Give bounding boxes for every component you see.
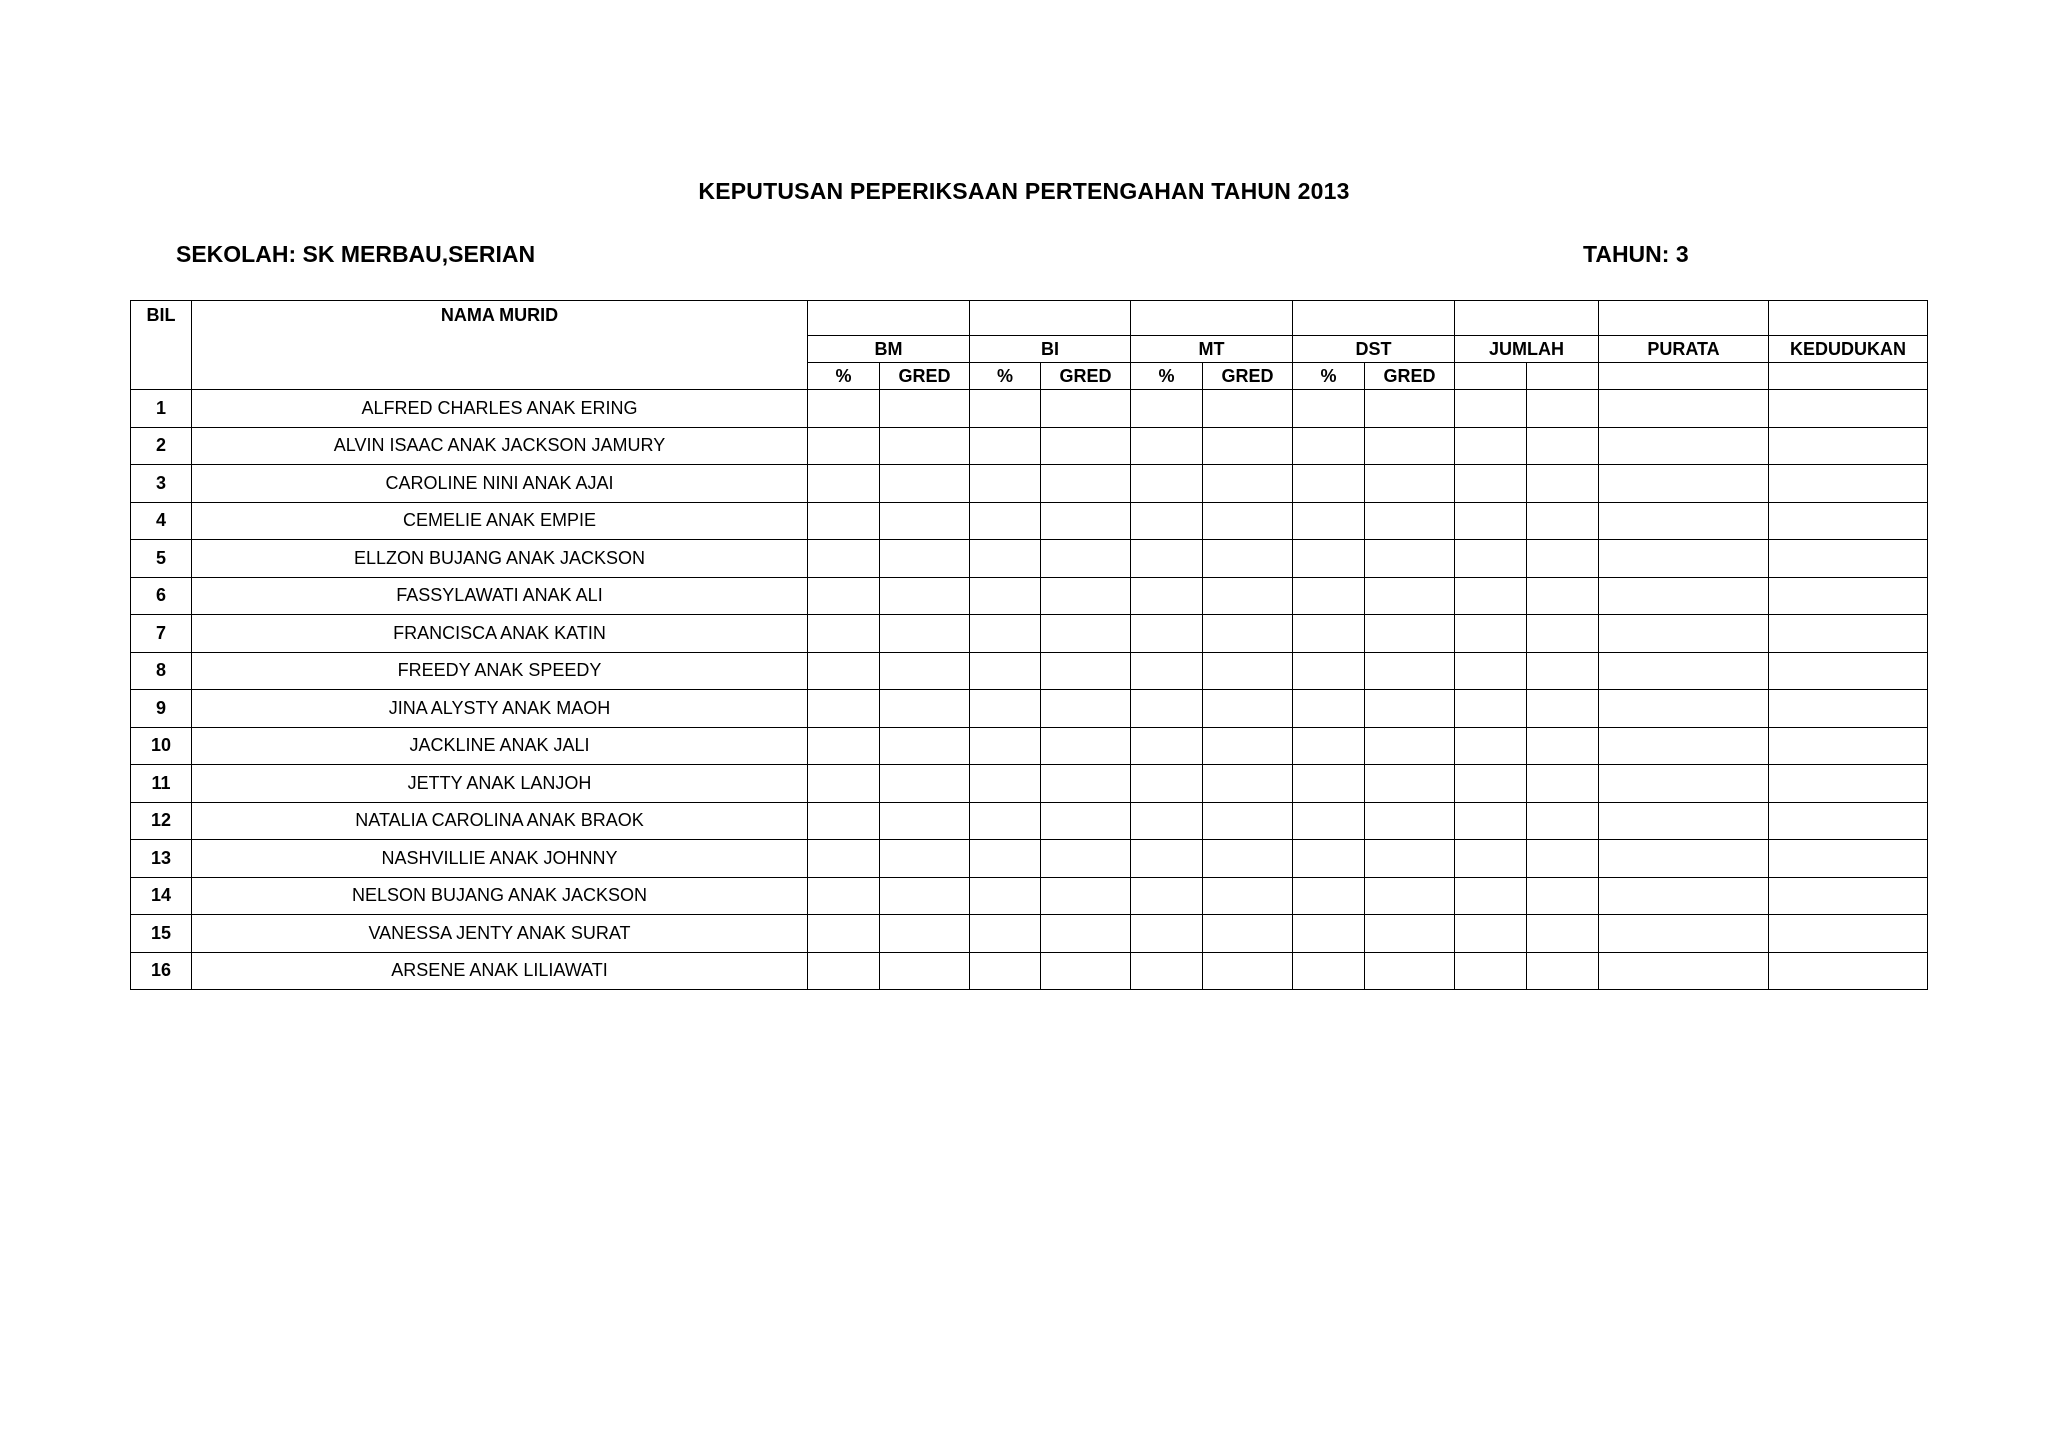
row-student-name: FASSYLAWATI ANAK ALI: [192, 577, 808, 615]
row-student-name: ARSENE ANAK LILIAWATI: [192, 952, 808, 990]
row-empty-cell: [970, 465, 1041, 503]
row-empty-cell: [1769, 915, 1928, 953]
row-empty-cell: [1769, 427, 1928, 465]
row-empty-cell: [1769, 727, 1928, 765]
row-empty-cell: [1527, 915, 1599, 953]
row-student-name: CAROLINE NINI ANAK AJAI: [192, 465, 808, 503]
row-empty-cell: [970, 390, 1041, 428]
row-empty-cell: [1293, 390, 1365, 428]
row-empty-cell: [1041, 727, 1131, 765]
row-empty-cell: [1131, 802, 1203, 840]
table-row: [131, 427, 1928, 465]
row-empty-cell: [1365, 540, 1455, 578]
row-empty-cell: [880, 915, 970, 953]
table-row: [131, 390, 1928, 428]
row-empty-cell: [970, 727, 1041, 765]
header-jumlah: JUMLAH: [1455, 336, 1599, 363]
row-student-name: ELLZON BUJANG ANAK JACKSON: [192, 540, 808, 578]
row-empty-cell: [1769, 577, 1928, 615]
row-empty-cell: [1769, 690, 1928, 728]
row-bil: 3: [131, 465, 192, 503]
row-empty-cell: [1131, 727, 1203, 765]
row-empty-cell: [808, 652, 880, 690]
row-empty-cell: [1203, 502, 1293, 540]
row-empty-cell: [1041, 465, 1131, 503]
row-empty-cell: [1527, 502, 1599, 540]
row-empty-cell: [1293, 727, 1365, 765]
row-empty-cell: [880, 615, 970, 653]
row-empty-cell: [1293, 652, 1365, 690]
row-empty-cell: [1203, 765, 1293, 803]
header-blank-cell: [970, 301, 1131, 336]
row-empty-cell: [808, 427, 880, 465]
row-empty-cell: [1599, 615, 1769, 653]
row-empty-cell: [1599, 952, 1769, 990]
row-empty-cell: [1599, 840, 1769, 878]
row-empty-cell: [1293, 915, 1365, 953]
row-empty-cell: [970, 690, 1041, 728]
row-empty-cell: [1041, 502, 1131, 540]
document-title: KEPUTUSAN PEPERIKSAAN PERTENGAHAN TAHUN 2013: [698, 178, 1350, 204]
row-empty-cell: [1293, 765, 1365, 803]
row-empty-cell: [970, 802, 1041, 840]
row-student-name: NASHVILLIE ANAK JOHNNY: [192, 840, 808, 878]
row-empty-cell: [1203, 652, 1293, 690]
row-empty-cell: [1041, 540, 1131, 578]
header-blank-cell: [1131, 301, 1293, 336]
row-empty-cell: [808, 840, 880, 878]
row-empty-cell: [1131, 915, 1203, 953]
row-empty-cell: [808, 727, 880, 765]
row-empty-cell: [1203, 577, 1293, 615]
table-row: [131, 915, 1928, 953]
header-jumlah-sub-1: [1455, 363, 1527, 390]
row-empty-cell: [880, 765, 970, 803]
row-empty-cell: [1599, 765, 1769, 803]
row-empty-cell: [1293, 577, 1365, 615]
table-row: [131, 690, 1928, 728]
row-empty-cell: [970, 502, 1041, 540]
row-empty-cell: [1293, 840, 1365, 878]
row-bil: 15: [131, 915, 192, 953]
table-row: [131, 765, 1928, 803]
row-empty-cell: [970, 877, 1041, 915]
row-empty-cell: [1365, 427, 1455, 465]
row-empty-cell: [1041, 952, 1131, 990]
table-row: [131, 502, 1928, 540]
row-empty-cell: [1527, 652, 1599, 690]
header-dst-percent: %: [1293, 363, 1365, 390]
row-empty-cell: [1131, 952, 1203, 990]
row-empty-cell: [970, 540, 1041, 578]
row-empty-cell: [1599, 427, 1769, 465]
row-empty-cell: [808, 915, 880, 953]
row-empty-cell: [1769, 615, 1928, 653]
header-jumlah-sub-2: [1527, 363, 1599, 390]
row-bil: 12: [131, 802, 192, 840]
row-empty-cell: [1131, 690, 1203, 728]
row-empty-cell: [1203, 802, 1293, 840]
row-empty-cell: [1293, 502, 1365, 540]
row-bil: 1: [131, 390, 192, 428]
row-empty-cell: [1599, 390, 1769, 428]
row-bil: 16: [131, 952, 192, 990]
table-row: [131, 877, 1928, 915]
year-label: TAHUN: 3: [1583, 241, 1689, 267]
table-row: [131, 952, 1928, 990]
row-empty-cell: [1769, 502, 1928, 540]
row-bil: 2: [131, 427, 192, 465]
row-empty-cell: [1131, 615, 1203, 653]
row-empty-cell: [1527, 427, 1599, 465]
row-empty-cell: [1203, 915, 1293, 953]
row-empty-cell: [808, 765, 880, 803]
row-empty-cell: [1365, 915, 1455, 953]
row-empty-cell: [1599, 915, 1769, 953]
header-blank-cell: [1769, 301, 1928, 336]
row-empty-cell: [1365, 652, 1455, 690]
row-empty-cell: [1131, 390, 1203, 428]
row-student-name: JACKLINE ANAK JALI: [192, 727, 808, 765]
row-empty-cell: [1455, 615, 1527, 653]
row-empty-cell: [1365, 802, 1455, 840]
row-empty-cell: [1293, 952, 1365, 990]
row-empty-cell: [1599, 802, 1769, 840]
row-empty-cell: [1455, 915, 1527, 953]
row-empty-cell: [880, 652, 970, 690]
row-empty-cell: [1041, 577, 1131, 615]
row-empty-cell: [1131, 877, 1203, 915]
row-empty-cell: [1455, 690, 1527, 728]
header-kedudukan: KEDUDUKAN: [1769, 336, 1928, 363]
row-bil: 5: [131, 540, 192, 578]
row-empty-cell: [1131, 840, 1203, 878]
row-empty-cell: [1293, 877, 1365, 915]
row-empty-cell: [1293, 427, 1365, 465]
row-empty-cell: [808, 465, 880, 503]
header-blank-cell: [1599, 301, 1769, 336]
row-empty-cell: [1769, 540, 1928, 578]
row-empty-cell: [1599, 577, 1769, 615]
row-empty-cell: [1769, 765, 1928, 803]
row-empty-cell: [1527, 577, 1599, 615]
header-subject-bm: BM: [808, 336, 970, 363]
row-empty-cell: [1203, 952, 1293, 990]
row-empty-cell: [1769, 840, 1928, 878]
row-empty-cell: [1527, 390, 1599, 428]
row-empty-cell: [1365, 465, 1455, 503]
row-empty-cell: [1041, 802, 1131, 840]
row-empty-cell: [1365, 615, 1455, 653]
row-empty-cell: [1041, 877, 1131, 915]
row-empty-cell: [1041, 615, 1131, 653]
row-empty-cell: [1455, 577, 1527, 615]
row-empty-cell: [1131, 652, 1203, 690]
row-empty-cell: [1203, 690, 1293, 728]
row-empty-cell: [970, 652, 1041, 690]
row-empty-cell: [880, 840, 970, 878]
row-student-name: ALFRED CHARLES ANAK ERING: [192, 390, 808, 428]
table-row: [131, 465, 1928, 503]
header-bi-percent: %: [970, 363, 1041, 390]
row-empty-cell: [1365, 840, 1455, 878]
row-empty-cell: [880, 465, 970, 503]
row-student-name: JINA ALYSTY ANAK MAOH: [192, 690, 808, 728]
header-mt-gred: GRED: [1203, 363, 1293, 390]
row-empty-cell: [1203, 727, 1293, 765]
row-empty-cell: [1769, 652, 1928, 690]
row-empty-cell: [1203, 877, 1293, 915]
row-empty-cell: [808, 690, 880, 728]
header-subject-mt: MT: [1131, 336, 1293, 363]
row-empty-cell: [1293, 690, 1365, 728]
row-empty-cell: [970, 577, 1041, 615]
row-empty-cell: [1203, 465, 1293, 503]
row-empty-cell: [880, 952, 970, 990]
row-empty-cell: [1131, 540, 1203, 578]
row-empty-cell: [1455, 952, 1527, 990]
row-bil: 13: [131, 840, 192, 878]
row-empty-cell: [880, 577, 970, 615]
row-empty-cell: [1365, 390, 1455, 428]
row-empty-cell: [1599, 690, 1769, 728]
header-subject-dst: DST: [1293, 336, 1455, 363]
table-body: [131, 390, 1928, 990]
row-empty-cell: [970, 765, 1041, 803]
row-empty-cell: [970, 615, 1041, 653]
row-empty-cell: [1455, 840, 1527, 878]
header-blank-cell: [808, 301, 970, 336]
row-empty-cell: [880, 540, 970, 578]
row-empty-cell: [1455, 802, 1527, 840]
row-empty-cell: [1527, 877, 1599, 915]
row-empty-cell: [1041, 915, 1131, 953]
row-student-name: VANESSA JENTY ANAK SURAT: [192, 915, 808, 953]
row-bil: 9: [131, 690, 192, 728]
table-header: [131, 301, 1928, 390]
row-empty-cell: [808, 615, 880, 653]
row-empty-cell: [1131, 465, 1203, 503]
row-empty-cell: [1041, 390, 1131, 428]
header-blank-cell: [1293, 301, 1455, 336]
row-empty-cell: [1527, 727, 1599, 765]
row-empty-cell: [1041, 840, 1131, 878]
row-empty-cell: [1599, 877, 1769, 915]
row-empty-cell: [1527, 615, 1599, 653]
row-empty-cell: [808, 540, 880, 578]
row-empty-cell: [1203, 427, 1293, 465]
header-purata-sub: [1599, 363, 1769, 390]
row-empty-cell: [1527, 540, 1599, 578]
row-empty-cell: [1455, 727, 1527, 765]
header-blank-cell: [1455, 301, 1599, 336]
row-empty-cell: [1203, 390, 1293, 428]
row-empty-cell: [1527, 802, 1599, 840]
row-bil: 8: [131, 652, 192, 690]
row-empty-cell: [1365, 765, 1455, 803]
row-empty-cell: [1527, 465, 1599, 503]
row-empty-cell: [970, 952, 1041, 990]
row-student-name: FRANCISCA ANAK KATIN: [192, 615, 808, 653]
row-empty-cell: [1527, 840, 1599, 878]
row-empty-cell: [1365, 952, 1455, 990]
header-nama-murid: NAMA MURID: [192, 301, 808, 390]
row-empty-cell: [1203, 540, 1293, 578]
row-empty-cell: [1455, 390, 1527, 428]
row-empty-cell: [1455, 765, 1527, 803]
row-empty-cell: [880, 502, 970, 540]
table-row: [131, 615, 1928, 653]
row-empty-cell: [1041, 765, 1131, 803]
row-empty-cell: [808, 802, 880, 840]
row-empty-cell: [970, 427, 1041, 465]
row-empty-cell: [808, 502, 880, 540]
row-empty-cell: [1527, 765, 1599, 803]
row-empty-cell: [970, 915, 1041, 953]
row-empty-cell: [1041, 427, 1131, 465]
header-kedudukan-sub: [1769, 363, 1928, 390]
row-student-name: JETTY ANAK LANJOH: [192, 765, 808, 803]
row-bil: 7: [131, 615, 192, 653]
row-empty-cell: [1599, 652, 1769, 690]
row-empty-cell: [1365, 502, 1455, 540]
row-empty-cell: [1769, 952, 1928, 990]
row-empty-cell: [880, 427, 970, 465]
row-empty-cell: [1365, 577, 1455, 615]
row-empty-cell: [1131, 765, 1203, 803]
row-student-name: NATALIA CAROLINA ANAK BRAOK: [192, 802, 808, 840]
row-empty-cell: [808, 390, 880, 428]
row-empty-cell: [1599, 540, 1769, 578]
row-empty-cell: [880, 690, 970, 728]
header-bm-percent: %: [808, 363, 880, 390]
row-bil: 4: [131, 502, 192, 540]
row-student-name: CEMELIE ANAK EMPIE: [192, 502, 808, 540]
row-empty-cell: [970, 840, 1041, 878]
row-empty-cell: [808, 577, 880, 615]
header-bil: BIL: [131, 301, 192, 390]
row-empty-cell: [1293, 802, 1365, 840]
row-empty-cell: [1365, 727, 1455, 765]
row-empty-cell: [880, 727, 970, 765]
row-empty-cell: [880, 877, 970, 915]
row-empty-cell: [1527, 952, 1599, 990]
table-row: [131, 652, 1928, 690]
table-row: [131, 802, 1928, 840]
row-empty-cell: [1769, 465, 1928, 503]
row-empty-cell: [1769, 802, 1928, 840]
row-empty-cell: [1599, 465, 1769, 503]
row-empty-cell: [1365, 877, 1455, 915]
table-row: [131, 577, 1928, 615]
row-empty-cell: [1131, 427, 1203, 465]
row-student-name: NELSON BUJANG ANAK JACKSON: [192, 877, 808, 915]
header-mt-percent: %: [1131, 363, 1203, 390]
row-student-name: ALVIN ISAAC ANAK JACKSON JAMURY: [192, 427, 808, 465]
row-empty-cell: [1455, 540, 1527, 578]
row-empty-cell: [1293, 615, 1365, 653]
header-subject-bi: BI: [970, 336, 1131, 363]
header-dst-gred: GRED: [1365, 363, 1455, 390]
header-bi-gred: GRED: [1041, 363, 1131, 390]
row-empty-cell: [1293, 465, 1365, 503]
row-empty-cell: [1455, 652, 1527, 690]
row-empty-cell: [1527, 690, 1599, 728]
row-bil: 14: [131, 877, 192, 915]
row-empty-cell: [880, 802, 970, 840]
row-empty-cell: [808, 952, 880, 990]
row-empty-cell: [1769, 877, 1928, 915]
table-row: [131, 727, 1928, 765]
row-empty-cell: [808, 877, 880, 915]
row-empty-cell: [1365, 690, 1455, 728]
row-empty-cell: [1769, 390, 1928, 428]
row-empty-cell: [880, 390, 970, 428]
row-empty-cell: [1455, 465, 1527, 503]
row-empty-cell: [1455, 502, 1527, 540]
row-empty-cell: [1131, 502, 1203, 540]
row-bil: 10: [131, 727, 192, 765]
row-empty-cell: [1455, 877, 1527, 915]
row-empty-cell: [1293, 540, 1365, 578]
table-row: [131, 840, 1928, 878]
row-empty-cell: [1041, 652, 1131, 690]
table-row: [131, 540, 1928, 578]
row-bil: 11: [131, 765, 192, 803]
row-student-name: FREEDY ANAK SPEEDY: [192, 652, 808, 690]
row-empty-cell: [1131, 577, 1203, 615]
header-bm-gred: GRED: [880, 363, 970, 390]
results-table: [130, 300, 1928, 990]
header-purata: PURATA: [1599, 336, 1769, 363]
row-empty-cell: [1599, 502, 1769, 540]
row-bil: 6: [131, 577, 192, 615]
row-empty-cell: [1203, 615, 1293, 653]
row-empty-cell: [1599, 727, 1769, 765]
row-empty-cell: [1455, 427, 1527, 465]
row-empty-cell: [1041, 690, 1131, 728]
row-empty-cell: [1203, 840, 1293, 878]
school-label: SEKOLAH: SK MERBAU,SERIAN: [176, 241, 536, 267]
